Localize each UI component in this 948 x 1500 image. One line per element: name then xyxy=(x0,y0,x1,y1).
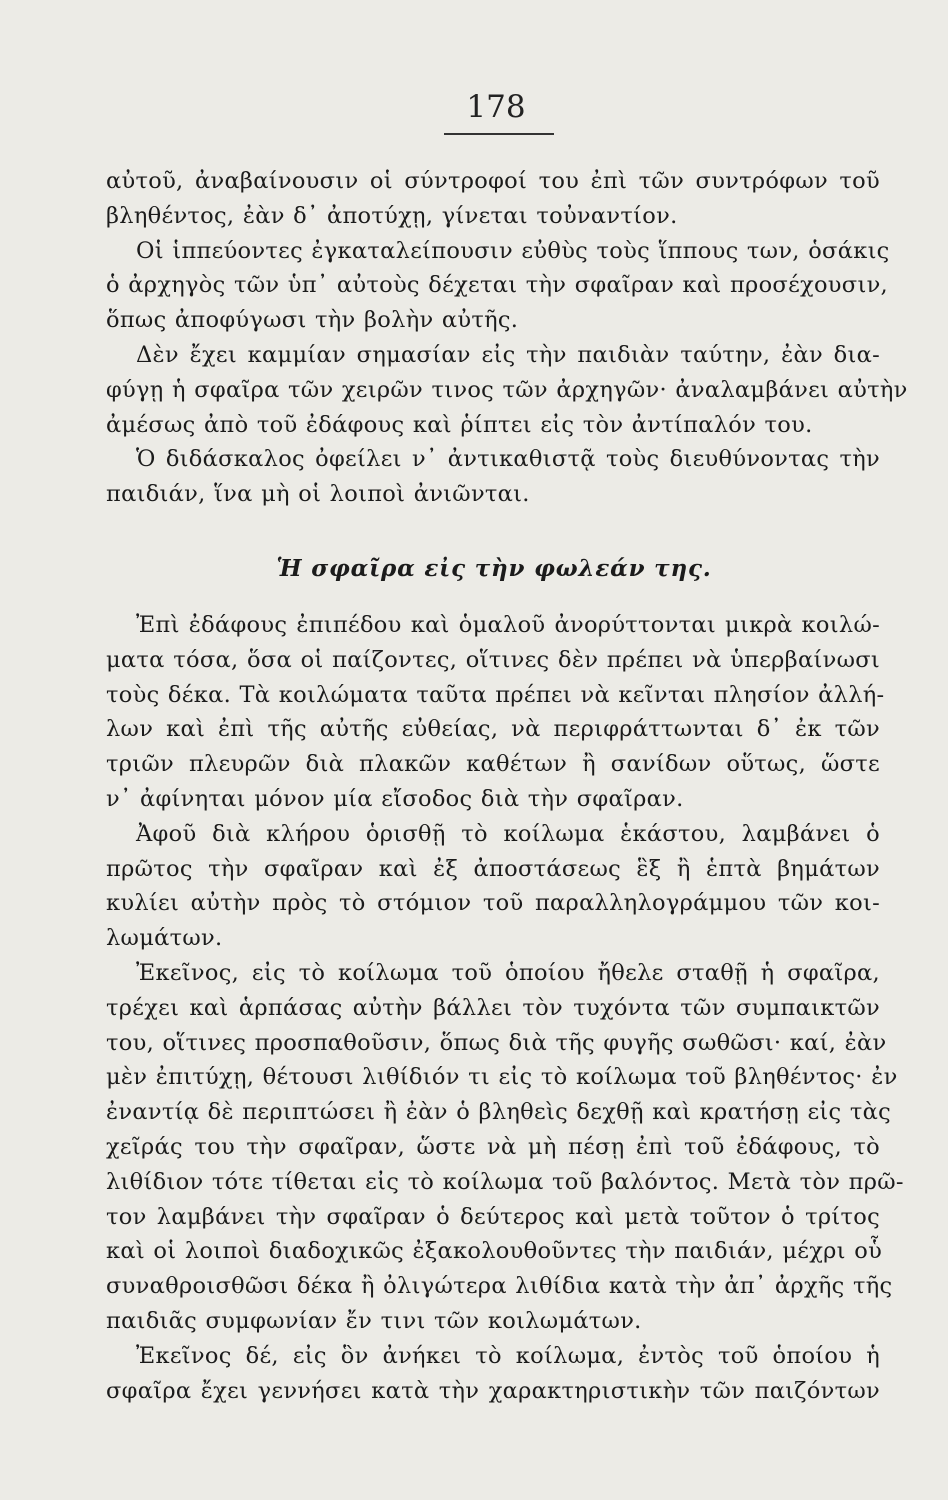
text-line: χεῖράς του τὴν σφαῖραν, ὥστε νὰ μὴ πέσῃ ἐπὶ τοῦ ἐδάφους, τὸ xyxy=(106,1133,880,1160)
text-line: μὲν ἐπιτύχῃ, θέτουσι λιθίδιόν τι εἰς τὸ κοίλωμα τοῦ βληθέντος· ἐν xyxy=(106,1064,898,1091)
text-line: πρῶτος τὴν σφαῖραν καὶ ἐξ ἀποστάσεως ἓξ ἢ ἑπτὰ βημάτων xyxy=(106,855,880,882)
text-line: φύγῃ ἡ σφαῖρα τῶν χειρῶν τινος τῶν ἀρχηγῶν· ἀναλαμβάνει αὐτὴν xyxy=(106,376,908,403)
text-line: καὶ οἱ λοιποὶ διαδοχικῶς ἐξακολουθοῦντες τὴν παιδιάν, μέχρι οὗ xyxy=(106,1238,883,1265)
text-line: παιδιάν, ἵνα μὴ οἱ λοιποὶ ἀνιῶνται. xyxy=(106,481,530,508)
text-line: τρέχει καὶ ἁρπάσας αὐτὴν βάλλει τὸν τυχόντα τῶν συμπαικτῶν xyxy=(106,994,880,1021)
text-block-top xyxy=(106,164,908,512)
text-line: ἐναντίᾳ δὲ περιπτώσει ἢ ἐὰν ὁ βληθεὶς δεχθῇ καὶ κρατήσῃ εἰς τὰς xyxy=(106,1099,892,1126)
text-line: Ἀφοῦ διὰ κλήρου ὁρισθῇ τὸ κοίλωμα ἑκάστου, λαμβάνει ὁ xyxy=(136,820,880,847)
text-line: λων καὶ ἐπὶ τῆς αὐτῆς εὐθείας, νὰ περιφράττωνται δ᾽ ἐκ τῶν xyxy=(106,716,880,743)
text-line: Ἐκεῖνος, εἰς τὸ κοίλωμα τοῦ ὁποίου ἤθελε σταθῇ ἡ σφαῖρα, xyxy=(136,959,880,986)
text-line: κυλίει αὐτὴν πρὸς τὸ στόμιον τοῦ παραλληλογράμμου τῶν κοι- xyxy=(106,890,880,917)
text-line: Ὁ διδάσκαλος ὀφείλει ν᾽ ἀντικαθιστᾷ τοὺς διευθύνοντας τὴν xyxy=(136,446,880,473)
text-line: παιδιᾶς συμφωνίαν ἔν τινι τῶν κοιλωμάτων. xyxy=(106,1307,642,1334)
text-line: ν᾽ ἀφίνηται μόνον μία εἴσοδος διὰ τὴν σφαῖραν. xyxy=(106,785,684,812)
text-line: Ἐπὶ ἐδάφους ἐπιπέδου καὶ ὁμαλοῦ ἀνορύττονται μικρὰ κοιλώ- xyxy=(136,612,880,638)
text-line: τοὺς δέκα. Τὰ κοιλώματα ταῦτα πρέπει νὰ κεῖνται πλησίον ἀλλή- xyxy=(106,681,885,708)
text-line: λιθίδιον τότε τίθεται εἰς τὸ κοίλωμα τοῦ βαλόντος. Μετὰ τὸν πρῶ- xyxy=(106,1168,904,1195)
page-number: 178 xyxy=(466,89,526,125)
text-line: ἀμέσως ἀπὸ τοῦ ἐδάφους καὶ ῥίπτει εἰς τὸν ἀντίπαλόν του. xyxy=(106,411,813,438)
page-number-rule xyxy=(444,133,554,135)
text-line: του, οἵτινες προσπαθοῦσιν, ὅπως διὰ τῆς φυγῆς σωθῶσι· καί, ἐὰν xyxy=(106,1029,887,1056)
text-block-bottom xyxy=(106,608,904,1408)
text-line: ὅπως ἀποφύγωσι τὴν βολὴν αὐτῆς. xyxy=(106,307,519,334)
text-line: Ἐκεῖνος δέ, εἰς ὃν ἀνήκει τὸ κοίλωμα, ἐντὸς τοῦ ὁποίου ἡ xyxy=(136,1342,880,1369)
text-line: ματα τόσα, ὅσα οἱ παίζοντες, οἵτινες δὲν πρέπει νὰ ὑπερβαίνωσι xyxy=(106,646,880,673)
text-line: Οἱ ἱππεύοντες ἐγκαταλείπουσιν εὐθὺς τοὺς ἵππους των, ὁσάκις xyxy=(136,237,890,264)
text-line: βληθέντος, ἐὰν δ᾽ ἀποτύχῃ, γίνεται τοὐναντίον. xyxy=(106,202,678,229)
text-line: τριῶν πλευρῶν διὰ πλακῶν καθέτων ἢ σανίδων οὕτως, ὥστε xyxy=(106,751,880,778)
text-line: λωμάτων. xyxy=(106,925,223,952)
text-line: ὁ ἀρχηγὸς τῶν ὑπ᾽ αὐτοὺς δέχεται τὴν σφαῖραν καὶ προσέχουσιν, xyxy=(106,272,888,299)
text-line: τον λαμβάνει τὴν σφαῖραν ὁ δεύτερος καὶ μετὰ τοῦτον ὁ τρίτος xyxy=(106,1203,880,1230)
text-line: συναθροισθῶσι δέκα ἢ ὀλιγώτερα λιθίδια κατὰ τὴν ἀπ᾽ ἀρχῆς τῆς xyxy=(106,1273,893,1300)
section-heading: Ἡ σφαῖρα εἰς τὴν φωλεάν της. xyxy=(276,555,712,582)
text-line: Δὲν ἔχει καμμίαν σημασίαν εἰς τὴν παιδιὰν ταύτην, ἐὰν δια- xyxy=(136,341,880,368)
text-line: αὐτοῦ, ἀναβαίνουσιν οἱ σύντροφοί του ἐπὶ τῶν συντρόφων τοῦ xyxy=(106,168,880,194)
text-line: σφαῖρα ἔχει γεννήσει κατὰ τὴν χαρακτηριστικὴν τῶν παιζόντων xyxy=(106,1377,880,1404)
